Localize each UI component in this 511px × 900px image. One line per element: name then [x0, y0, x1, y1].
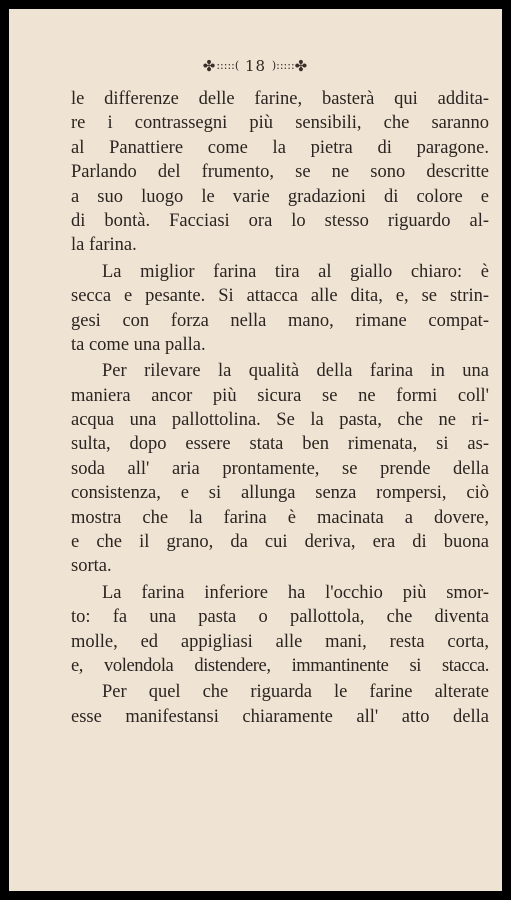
text-line: soda all' aria prontamente, se prende della	[71, 458, 489, 479]
text-line: to: fa una pasta o pallottola, che diventa	[71, 607, 489, 628]
text-line: molle, ed appigliasi alle mani, resta corta,	[71, 631, 489, 652]
text-line: sorta.	[71, 556, 112, 577]
paragraph	[71, 359, 489, 579]
text-line: gesi con forza nella mano, rimane compat-	[71, 310, 489, 331]
page-header	[9, 57, 502, 75]
text-line: le differenze delle farine, basterà qui addita-	[71, 89, 489, 109]
body-text	[71, 87, 489, 729]
text-line: la farina.	[71, 235, 137, 256]
left-ornament-icon: ✤	[202, 57, 217, 75]
text-line: a suo luogo le varie gradazioni di colore e	[71, 186, 489, 207]
paragraph	[71, 260, 489, 358]
text-line: La farina inferiore ha l'occhio più smor-	[102, 582, 489, 603]
text-line: di bontà. Facciasi ora lo stesso riguardo al-	[71, 210, 489, 231]
right-ornament-icon: ✤	[294, 57, 309, 75]
left-colon-ornament: :::::(	[216, 59, 240, 72]
book-page	[9, 9, 502, 891]
text-line: Parlando del frumento, se ne sono descritte	[71, 162, 489, 183]
paragraph	[71, 87, 489, 258]
text-line: consistenza, e si allunga senza rompersi, ciò	[71, 483, 489, 504]
paragraph	[71, 680, 489, 729]
text-line: sulta, dopo essere stata ben rimenata, si as-	[71, 434, 489, 455]
paragraph	[71, 581, 489, 679]
text-line: esse manifestansi chiaramente all' atto della	[71, 706, 489, 727]
text-line: maniera ancor più sicura se ne formi coll'	[71, 385, 489, 406]
text-line: al Panattiere come la pietra di paragone.	[71, 137, 489, 158]
text-line: re i contrassegni più sensibili, che saranno	[71, 113, 489, 134]
text-line: La miglior farina tira al giallo chiaro: è	[102, 261, 489, 282]
text-line: Per quel che riguarda le farine alterate	[102, 682, 489, 703]
page-number: 18	[244, 57, 267, 75]
text-line: e che il grano, da cui deriva, era di buona	[71, 532, 489, 553]
text-line: Per rilevare la qualità della farina in una	[102, 361, 489, 382]
text-line: secca e pesante. Si attacca alle dita, e, se strin-	[71, 286, 489, 307]
text-line: ta come una palla.	[71, 334, 206, 355]
text-line: mostra che la farina è macinata a dovere,	[71, 507, 489, 528]
text-line: e, volendola distendere, immantinente si stacca.	[71, 655, 489, 676]
right-colon-ornament: ):::::	[271, 59, 295, 72]
text-line: acqua una pallottolina. Se la pasta, che ne ri-	[71, 410, 489, 431]
